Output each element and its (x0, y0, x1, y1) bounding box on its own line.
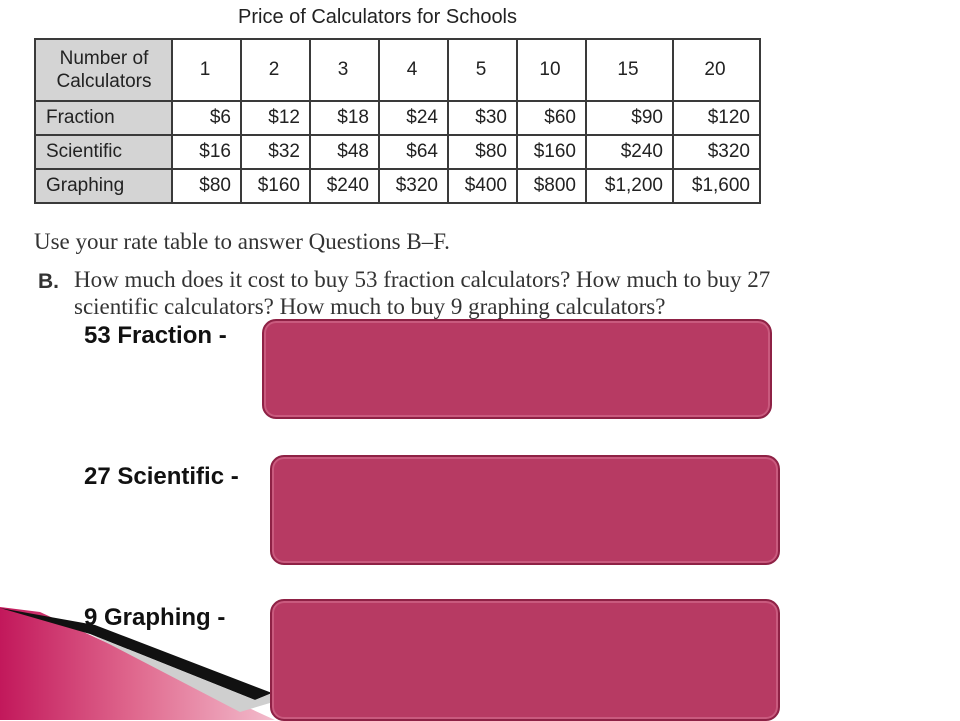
price-cell: $16 (172, 135, 241, 169)
count-cell: 2 (241, 39, 310, 101)
price-cell: $160 (241, 169, 310, 203)
instruction-text: Use your rate table to answer Questions B–F. (34, 229, 450, 254)
row-label: Fraction (35, 101, 172, 135)
price-cell: $80 (172, 169, 241, 203)
table-header-row (35, 39, 760, 101)
price-cell: $160 (517, 135, 586, 169)
count-cell: 20 (673, 39, 760, 101)
price-cell: $1,200 (586, 169, 673, 203)
table-row-graphing (35, 169, 760, 203)
price-cell: $120 (673, 101, 760, 135)
header-label-line2: Calculators (56, 71, 152, 92)
price-cell: $1,600 (673, 169, 760, 203)
table-title: Price of Calculators for Schools (238, 6, 518, 28)
price-cell: $400 (448, 169, 517, 203)
count-cell: 1 (172, 39, 241, 101)
price-cell: $32 (241, 135, 310, 169)
header-label-cell (35, 39, 172, 101)
count-cell: 10 (517, 39, 586, 101)
table-row-scientific (35, 135, 760, 169)
price-cell: $320 (673, 135, 760, 169)
price-cell: $18 (310, 101, 379, 135)
price-cell: $6 (172, 101, 241, 135)
price-cell: $48 (310, 135, 379, 169)
price-cell: $12 (241, 101, 310, 135)
scientific-answer-box[interactable] (270, 455, 780, 565)
fraction-answer-label: 53 Fraction - (84, 322, 227, 349)
count-cell: 5 (448, 39, 517, 101)
price-cell: $60 (517, 101, 586, 135)
count-cell: 4 (379, 39, 448, 101)
price-cell: $64 (379, 135, 448, 169)
row-label: Graphing (35, 169, 172, 203)
header-label-line1: Number of (59, 48, 149, 69)
price-table (34, 38, 761, 204)
fraction-answer-box[interactable] (262, 319, 772, 419)
price-cell: $240 (310, 169, 379, 203)
price-cell: $30 (448, 101, 517, 135)
price-cell: $90 (586, 101, 673, 135)
count-cell: 15 (586, 39, 673, 101)
question-letter: B. (38, 270, 59, 293)
price-cell: $80 (448, 135, 517, 169)
table-row-fraction (35, 101, 760, 135)
graphing-answer-label: 9 Graphing - (84, 604, 226, 631)
price-cell: $240 (586, 135, 673, 169)
scientific-answer-label: 27 Scientific - (84, 463, 239, 490)
price-cell: $24 (379, 101, 448, 135)
question-text: How much does it cost to buy 53 fraction calculators? How much to buy 27 scientific calculators? How much to buy 9 graphing calculators? (74, 267, 771, 319)
price-cell: $800 (517, 169, 586, 203)
graphing-answer-box[interactable] (270, 599, 780, 721)
row-label: Scientific (35, 135, 172, 169)
price-cell: $320 (379, 169, 448, 203)
count-cell: 3 (310, 39, 379, 101)
